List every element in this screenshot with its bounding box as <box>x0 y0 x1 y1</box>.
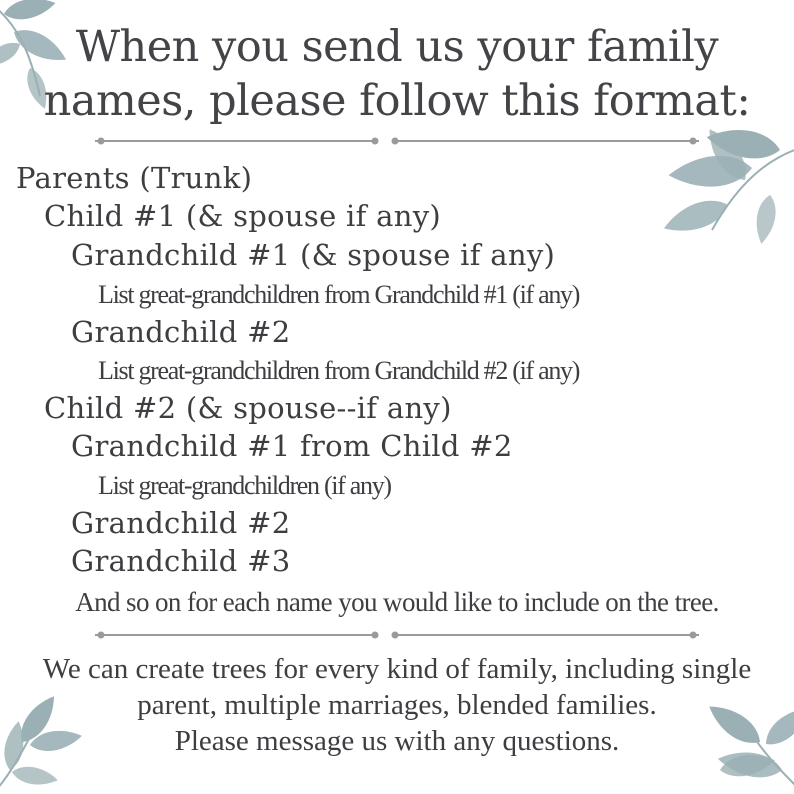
note-line-3: Please message us with any questions. <box>174 725 620 757</box>
title-line-2: names, please follow this format: <box>43 76 751 126</box>
format-line-great-grandchildren-3: List great-grandchildren (if any) <box>98 471 391 500</box>
top-divider <box>95 133 699 149</box>
format-line-grandchild-1: Grandchild #1 (& spouse if any) <box>71 238 556 272</box>
note-line-2: parent, multiple marriages, blended families. <box>137 689 657 721</box>
format-line-grandchild-3: Grandchild #3 <box>71 544 291 578</box>
format-line-grandchild-2b: Grandchild #2 <box>71 506 291 540</box>
format-line-grandchild-2: Grandchild #2 <box>71 315 291 349</box>
format-line-child-2: Child #2 (& spouse--if any) <box>44 391 452 425</box>
format-line-great-grandchildren-1: List great-grandchildren from Grandchild #1 (if any) <box>98 280 580 309</box>
title-line-1: When you send us your family <box>75 22 719 72</box>
note-line-1: We can create trees for every kind of family, including single <box>42 653 752 685</box>
closing-line: And so on for each name you would like to include on the tree. <box>75 587 719 617</box>
format-line-great-grandchildren-2: List great-grandchildren from Grandchild #2 (if any) <box>98 356 580 385</box>
format-line-grandchild-1-from-child-2: Grandchild #1 from Child #2 <box>71 429 513 463</box>
bottom-divider <box>95 627 699 643</box>
format-line-parents: Parents (Trunk) <box>16 161 253 195</box>
format-line-child-1: Child #1 (& spouse if any) <box>44 199 442 233</box>
